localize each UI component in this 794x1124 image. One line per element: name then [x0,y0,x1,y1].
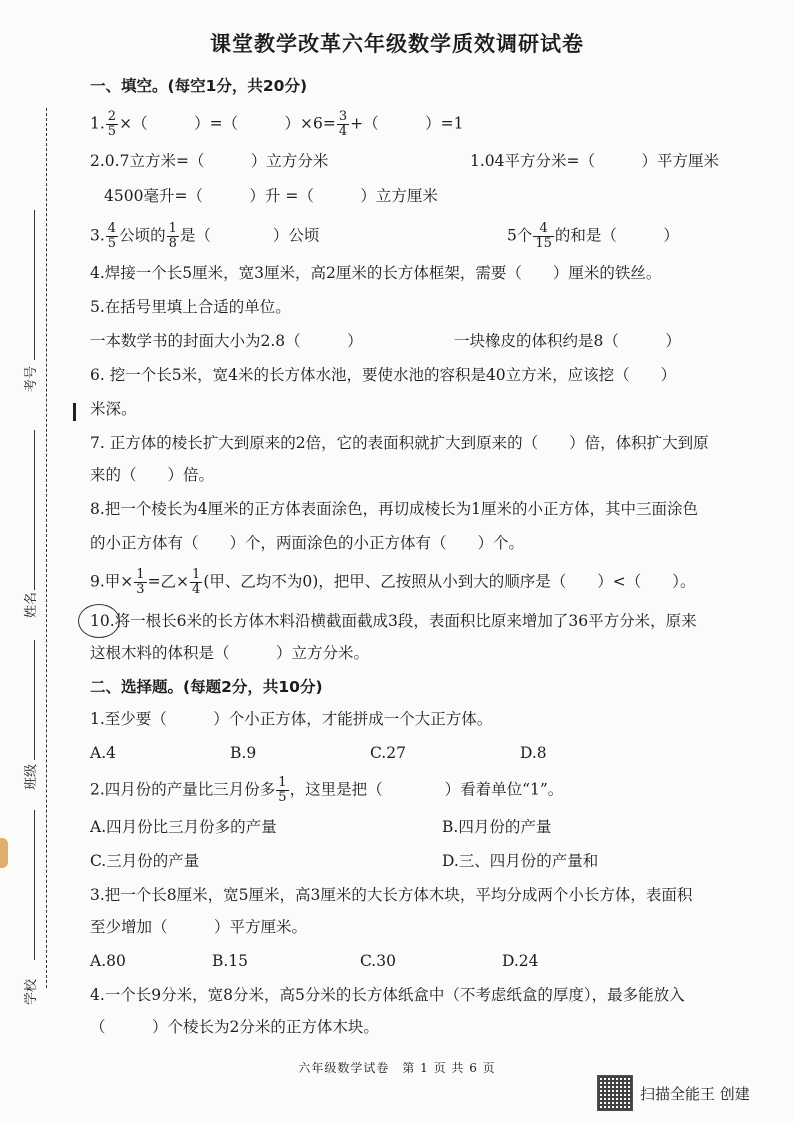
q3-option-a: A.80 [90,952,126,970]
xingming-rule [34,430,35,590]
question-10a: 10.将一根长6米的长方体木料沿横截面截成3段，表面积比原来增加了36平方分米，原来 [90,612,697,630]
q1-option-b: B.9 [230,744,257,762]
choice-question-3b: 至少增加（ ）平方厘米。 [90,918,308,936]
choice-question-1: 1.至少要（ ）个小正方体，才能拼成一个大正方体。 [90,710,493,728]
question-2b: 1.04平方分米=（ ）平方厘米 [470,152,720,170]
q3b-frac: $\frac{4}{15}$ [535,221,552,251]
q1-frac2: $\frac{3}{4}$ [338,109,348,139]
q1-text2: +（ ）=1 [350,114,464,133]
question-8a: 8.把一个棱长为4厘米的正方体表面涂色，再切成棱长为1厘米的小正方体，其中三面涂色 [90,500,699,518]
q3-frac2: $\frac{1}{8}$ [168,221,177,251]
q3-text2: 是（ ）公顷 [179,226,320,245]
q9-text1: 9.甲× [90,572,134,591]
q9-text3: (甲、乙均不为0)，把甲、乙按照从小到大的顺序是（ ）<（ ）。 [203,572,696,591]
choice-question-2 [90,776,563,805]
q9-text2: =乙× [147,572,190,591]
question-6a: 6. 挖一个长5米，宽4米的长方体水池，要使水池的容积是40立方米，应该挖（ ） [90,366,677,384]
q3-frac1: $\frac{4}{5}$ [107,221,117,251]
scanner-watermark: 扫描全能王 创建 [640,1085,750,1103]
question-10b: 这根木料的体积是（ ）立方分米。 [90,644,370,662]
q1-text1: ×（ ）=（ ）×6= [119,114,336,133]
q1-option-c: C.27 [370,744,406,762]
page-footer: 六年级数学试卷 第 1 页 共 6 页 [298,1061,496,1075]
question-6b: 米深。 [90,400,137,418]
q2-option-a: A.四月份比三月份多的产量 [90,818,277,836]
q3b-text2: 的和是（ ） [554,226,679,245]
q1-option-d: D.8 [520,744,547,762]
q3-option-b: B.15 [212,952,249,970]
q3b-text1: 5个 [507,226,533,245]
choice-question-4b: （ ）个棱长为2分米的正方体木块。 [90,1018,379,1036]
q2-option-d: D.三、四月份的产量和 [442,852,599,870]
q9-frac1: $\frac{1}{3}$ [136,567,145,597]
side-label-xingming: 姓名 [24,591,39,618]
section2-heading: 二、选择题。(每题2分，共10分) [90,678,323,696]
q9-frac2: $\frac{1}{4}$ [192,567,201,597]
question-7a: 7. 正方体的棱长扩大到原来的2倍，它的表面积就扩大到原来的（ ）倍，体积扩大到原 [90,434,709,452]
question-3a [90,222,319,251]
choice-question-4a: 4.一个长9分米，宽8分米，高5分米的长方体纸盒中（不考虑纸盒的厚度），最多能放入 [90,986,685,1004]
pen-mark [73,403,76,421]
ink-mark [0,838,8,868]
cq2-text2: ，这里是把（ ）看着单位“1”。 [289,780,564,799]
q1-option-a: A.4 [90,744,116,762]
question-1 [90,110,464,139]
q1-frac1: $\frac{2}{5}$ [107,109,117,139]
question-8b: 的小正方体有（ ）个，两面涂色的小正方体有（ ）个。 [90,534,525,552]
exam-title: 课堂教学改革六年级数学质效调研试卷 [210,32,584,56]
section1-heading: 一、填空。(每空1分，共20分) [90,77,308,95]
binding-line [46,108,47,988]
q1-prefix: 1. [90,114,105,133]
question-9 [90,568,696,597]
kaohao-rule [34,210,35,360]
q3-text1: 公顷的 [119,226,166,245]
xuexiao-rule [34,810,35,960]
q3-option-c: C.30 [360,952,396,970]
question-2c: 4500毫升=（ ）升 =（ ）立方厘米 [104,187,438,205]
question-5: 5.在括号里填上合适的单位。 [90,298,291,316]
choice-question-3a: 3.把一个长8厘米，宽5厘米，高3厘米的大长方体木块，平均分成两个小长方体，表面积 [90,886,693,904]
question-7b: 来的（ ）倍。 [90,466,215,484]
question-4: 4.焊接一个长5厘米，宽3厘米，高2厘米的长方体框架，需要（ ）厘米的铁丝。 [90,264,662,282]
qr-code-icon [597,1075,633,1111]
cq2-text1: 2.四月份的产量比三月份多 [90,780,276,799]
question-5b: 一块橡皮的体积约是8（ ） [454,332,681,350]
q3-option-d: D.24 [502,952,539,970]
q2-option-c: C.三月份的产量 [90,852,200,870]
question-5a: 一本数学书的封面大小为2.8（ ） [90,332,363,350]
q3-prefix: 3. [90,226,105,245]
q2-option-b: B.四月份的产量 [442,818,552,836]
side-label-xuexiao: 学校 [24,978,39,1005]
banji-rule [34,640,35,760]
question-3b [507,222,679,251]
side-label-kaohao: 考号 [24,365,39,392]
question-2a: 2.0.7立方米=（ ）立方分米 [90,152,329,170]
side-label-banji: 班级 [24,763,39,790]
cq2-frac: $\frac{1}{5}$ [278,775,287,805]
